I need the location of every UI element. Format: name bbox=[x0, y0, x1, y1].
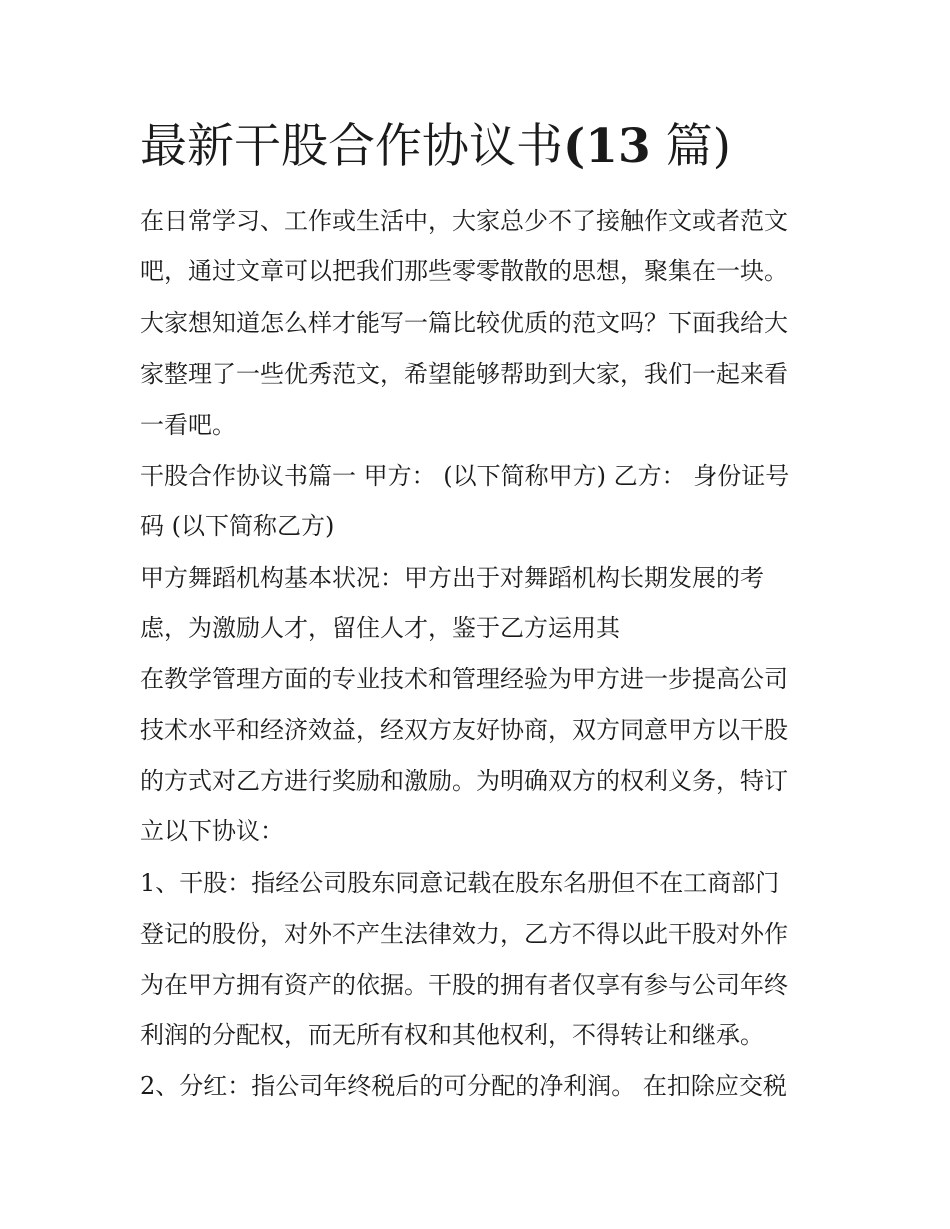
paragraph-line: 在日常学习、工作或生活中，大家总少不了接触作文或者范文 bbox=[140, 207, 788, 235]
paragraph-line: 吧，通过文章可以把我们那些零零散散的思想，聚集在一块。 bbox=[140, 257, 788, 285]
paragraph-line: 2、分红：指公司年终税后的可分配的净利润。 在扣除应交税 bbox=[140, 1072, 787, 1100]
paragraph-line: 干股合作协议书篇一 甲方： (以下简称甲方) 乙方： 身份证号 bbox=[140, 462, 790, 490]
paragraph-line: 技术水平和经济效益，经双方友好协商，双方同意甲方以干股 bbox=[140, 716, 788, 744]
paragraph-line: 一看吧。 bbox=[140, 411, 236, 439]
paragraph-line: 甲方舞蹈机构基本状况：甲方出于对舞蹈机构长期发展的考 bbox=[140, 564, 764, 592]
paragraph-line: 大家想知道怎么样才能写一篇比较优质的范文吗？下面我给大 bbox=[140, 309, 788, 337]
paragraph-line: 利润的分配权，而无所有权和其他权利，不得转让和继承。 bbox=[140, 1021, 764, 1049]
title-text: 最新干股合作协议书 bbox=[140, 119, 563, 174]
document-page bbox=[140, 0, 820, 1229]
title-count: (13 bbox=[563, 119, 651, 174]
paragraph-line: 为在甲方拥有资产的依据。干股的拥有者仅享有参与公司年终 bbox=[140, 971, 788, 999]
paragraph-line: 立以下协议： bbox=[140, 817, 284, 845]
paragraph-line: 登记的股份，对外不产生法律效力，乙方不得以此干股对外作 bbox=[140, 920, 788, 948]
paragraph-line: 码 (以下简称乙方) bbox=[140, 512, 335, 540]
title-suffix: 篇) bbox=[650, 119, 731, 174]
paragraph-line: 家整理了一些优秀范文，希望能够帮助到大家，我们一起来看 bbox=[140, 360, 788, 388]
paragraph-line: 的方式对乙方进行奖励和激励。为明确双方的权利义务，特订 bbox=[140, 767, 788, 795]
paragraph-line: 在教学管理方面的专业技术和管理经验为甲方进一步提高公司 bbox=[140, 665, 788, 693]
paragraph-line: 虑，为激励人才，留住人才，鉴于乙方运用其 bbox=[140, 614, 620, 642]
document-title bbox=[140, 117, 731, 177]
paragraph-line: 1、干股：指经公司股东同意记载在股东名册但不在工商部门 bbox=[140, 869, 780, 897]
